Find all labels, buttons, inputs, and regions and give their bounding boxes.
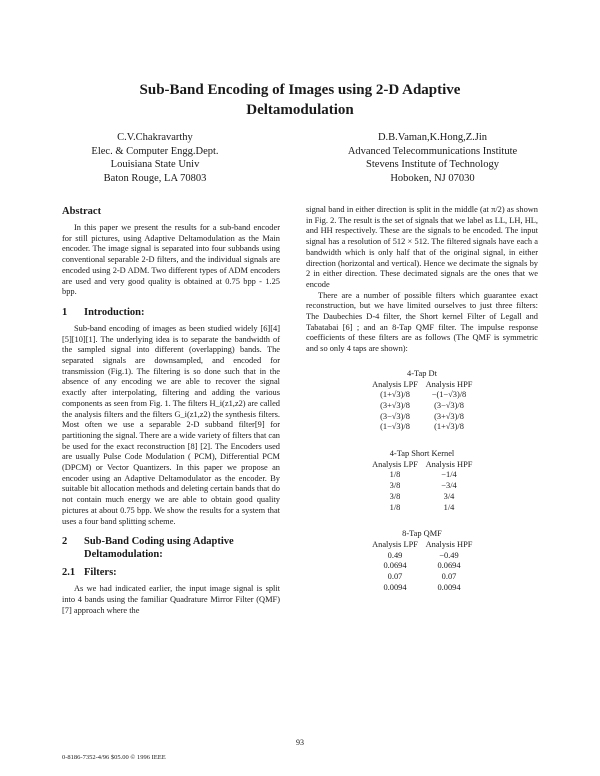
author-right-name: D.B.Vaman,K.Hong,Z.Jin — [377, 132, 488, 143]
section-2-1-heading — [62, 566, 280, 579]
author-right — [325, 131, 540, 185]
section-1-heading — [62, 306, 280, 319]
section-2-number: 2 — [62, 536, 68, 548]
section-2-heading — [62, 535, 280, 561]
section-2-1-text: As we had indicated earlier, the input image signal is split into 4 bands using the familiar Quadrature Mirror Filter (QMF) [7] approach where the — [62, 584, 280, 615]
table-row — [306, 551, 538, 562]
author-right-city: Hoboken, NJ 07030 — [390, 172, 475, 184]
table-cell: 0.0694 — [383, 561, 407, 571]
section-2-title-line-2: Deltamodulation: — [84, 549, 163, 561]
table-cell: −3/4 — [441, 481, 457, 491]
table-row — [306, 561, 538, 572]
table-cell: (1−√3)/8 — [380, 422, 410, 432]
table-cell: −0.49 — [439, 550, 459, 560]
table-cell: (3+√3)/8 — [434, 411, 464, 421]
author-right-inst: Stevens Institute of Technology — [366, 159, 499, 170]
table-header: Analysis LPF — [372, 379, 418, 389]
table-cell: 1/8 — [389, 502, 401, 512]
section-2-1-number: 2.1 — [62, 567, 76, 579]
table-cell: 0.0694 — [437, 561, 461, 571]
table-row — [306, 401, 538, 412]
right-paragraph-1: signal band in either direction is split in the middle (at π/2) as shown in Fig. 2. The result is the set of signals that we label as LL, LH, HL, and HH respectively. These are the signals to be encoded. The input signal has a resolution of 512 × 512. The filtered signals have each a bandwidth which is only half that of the original signal, in either direction (horizontal and vertical). Hence we decimate the signals by 2 in either direction. These decimated signals are the ones that we encode — [306, 205, 538, 289]
section-1-number: 1 — [62, 306, 68, 318]
table-cell: (1+√3)/8 — [434, 422, 464, 432]
table-row — [306, 492, 538, 503]
table-header: Analysis LPF — [372, 539, 418, 549]
table-cell: 0.07 — [387, 572, 403, 582]
table-cell: 3/8 — [389, 491, 401, 501]
section-1-text: Sub-band encoding of images as been studied widely [6][4][5][10][1]. The underlying idea is to separate the bandwidth of the sampled signal into different (overlapping) bands. The separated signals are downsampled, and encoded for transmission (Fig.1). The filtering is so done such that in the absence of any encoding we are able to recover the signal exactly after interpolating, filtering and adding the various components as seen from Fig. 1. The filters H_i(z1,z2) are called the analysis filters and the filters G_i(z1,z2) the synthesis filters. Most often we use a separable 2-D subband filter[9] for partitioning the signal. There are a wide variety of filters that can be used for the exact reconstruction [8] [2]. The Encoders used are usually Pulse Code Modulation ( PCM), Differential PCM (DPCM) or Vector Quantizers. In this paper we propose an encoder using an Adaptive Deltamodulator as the encoder. By suitable bit allocation methods and deleting certain bands that do not contain much energy we are able to obtain good quality pictures at about 0.75 bpp. We show the results for a system that uses a four band splitting scheme. — [62, 323, 280, 526]
table-cell: 0.49 — [387, 550, 403, 560]
table-header: Analysis HPF — [425, 379, 473, 389]
table-caption: 4-Tap Short Kernel — [389, 449, 455, 459]
author-left-inst: Louisiana State Univ — [110, 159, 200, 170]
table-row — [306, 412, 538, 423]
table-cell: 0.0094 — [437, 582, 461, 592]
table-cell: (1+√3)/8 — [380, 390, 410, 400]
table-header: Analysis HPF — [425, 539, 473, 549]
table-cell: 0.0094 — [383, 582, 407, 592]
left-column — [62, 205, 280, 616]
paper-title — [0, 80, 600, 120]
page-number: 93 — [296, 738, 304, 747]
copyright-footer: 0-8186-7352-4/96 $05.00 © 1996 IEEE — [62, 754, 166, 761]
table-header: Analysis HPF — [425, 459, 473, 469]
right-column — [306, 205, 538, 594]
title-line-2: Deltamodulation — [246, 102, 354, 118]
table-row — [306, 503, 538, 514]
table-cell: (3−√3)/8 — [380, 411, 410, 421]
table-cell: 3/8 — [389, 481, 401, 491]
table-row — [306, 583, 538, 594]
author-right-dept: Advanced Telecommunications Institute — [347, 145, 518, 157]
filter-table-qmf — [306, 529, 538, 593]
table-cell: 3/4 — [443, 491, 455, 501]
table-cell: (3−√3)/8 — [434, 400, 464, 410]
table-row — [306, 470, 538, 481]
table-cell: (3+√3)/8 — [380, 400, 410, 410]
table-cell: 1/8 — [389, 470, 401, 480]
author-left-dept: Elec. & Computer Engg.Dept. — [91, 145, 219, 157]
table-row — [306, 390, 538, 401]
author-left — [60, 131, 250, 185]
table-row — [306, 422, 538, 433]
section-1-title: Introduction: — [84, 306, 145, 318]
abstract-text: In this paper we present the results for a sub-band encoder for still pictures, using Adaptive Deltamodulation as the Main encoder. The image signal is separated into four subbands using conventional separable 2-D filters, and the individual signals are encoded using 2-D ADM. Two different types of ADM encoders are used and very good quality is obtained at 0.75 bpp - 1.25 bpp. — [62, 223, 280, 297]
section-2-title-line-1: Sub-Band Coding using Adaptive — [84, 536, 234, 548]
table-row — [306, 572, 538, 583]
table-cell: 1/4 — [443, 502, 455, 512]
title-line-1: Sub-Band Encoding of Images using 2-D Adaptive — [139, 82, 461, 98]
table-header: Analysis LPF — [372, 459, 418, 469]
table-cell: 0.07 — [441, 572, 457, 582]
table-cell: −1/4 — [441, 470, 457, 480]
table-cell: −(1−√3)/8 — [431, 390, 467, 400]
section-2-1-title: Filters: — [84, 567, 117, 579]
filter-table-daubechies — [306, 369, 538, 433]
filter-table-short-kernel — [306, 449, 538, 513]
abstract-heading: Abstract — [62, 206, 102, 217]
table-caption: 8-Tap QMF — [402, 529, 442, 539]
table-row — [306, 481, 538, 492]
table-caption: 4-Tap Dt — [407, 368, 437, 378]
author-left-city: Baton Rouge, LA 70803 — [103, 172, 207, 184]
right-paragraph-2: There are a number of possible filters which guarantee exact reconstruction, but we have limited ourselves to just three filters: The Daubechies D-4 filter, the Short kernel Filter of Legall and Tabatabai [6] ; and an 8-Tap QMF filter. The impulse response coefficients of these filters are as follows (The QMF is symmetric and so only 4 taps are shown): — [306, 290, 538, 354]
author-left-name: C.V.Chakravarthy — [117, 132, 193, 143]
